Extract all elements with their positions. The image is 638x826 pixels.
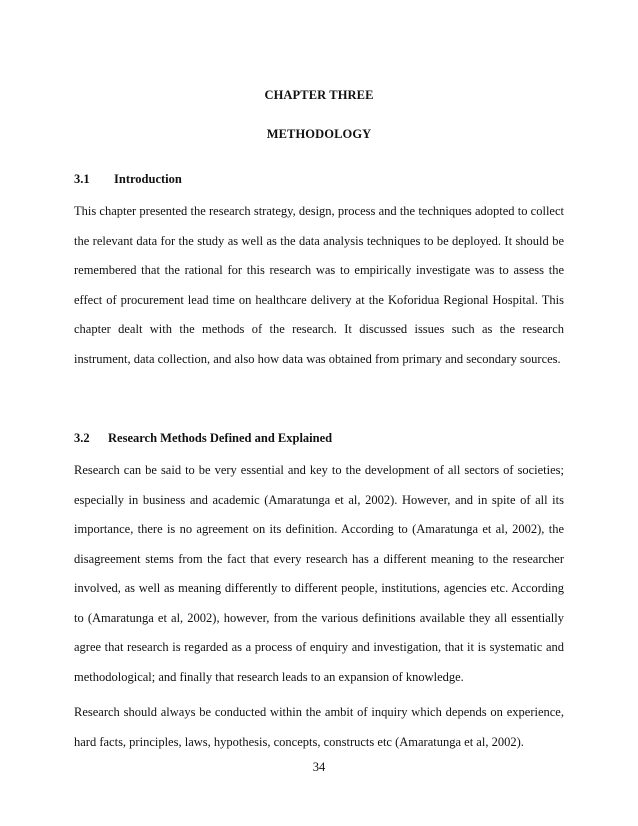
section-title: Introduction xyxy=(114,172,182,186)
introduction-paragraph: This chapter presented the research strategy, design, process and the techniques adopted to collect the relevant data for the study as well as the data analysis techniques to be deployed. It should be remembered that the rational for this research was to empirically investigate was to assess the effect of procurement lead time on healthcare delivery at the Koforidua Regional Hospital. This chapter dealt with the methods of the research. It discussed issues such as the research instrument, data collection, and also how data was obtained from primary and secondary sources. xyxy=(74,204,564,366)
section-number: 3.2 xyxy=(74,431,90,445)
section-heading-introduction xyxy=(74,172,182,187)
research-methods-paragraph-1: Research can be said to be very essential and key to the development of all sectors of societies; especially in business and academic (Amaratunga et al, 2002). However, and in spite of all its importance, there is no agreement on its definition. According to (Amaratunga et al, 2002), the disagreement stems from the fact that every research has a different meaning to the researcher involved, as well as meaning differently to different people, institutions, agencies etc. According to (Amaratunga et al, 2002), however, from the various definitions available they all essentially agree that research is regarded as a process of enquiry and investigation, that it is systematic and methodological; and finally that research leads to an expansion of knowledge. xyxy=(74,463,564,684)
chapter-title: CHAPTER THREE xyxy=(264,88,374,102)
section-number: 3.1 xyxy=(74,172,90,186)
section-heading-research-methods xyxy=(74,431,332,446)
chapter-subtitle: METHODOLOGY xyxy=(266,127,372,141)
page-number: 34 xyxy=(312,760,326,774)
section-title: Research Methods Defined and Explained xyxy=(108,431,333,445)
research-methods-paragraph-2: Research should always be conducted within the ambit of inquiry which depends on experience, hard facts, principles, laws, hypothesis, concepts, constructs etc (Amaratunga et al, 2002). xyxy=(74,705,564,749)
